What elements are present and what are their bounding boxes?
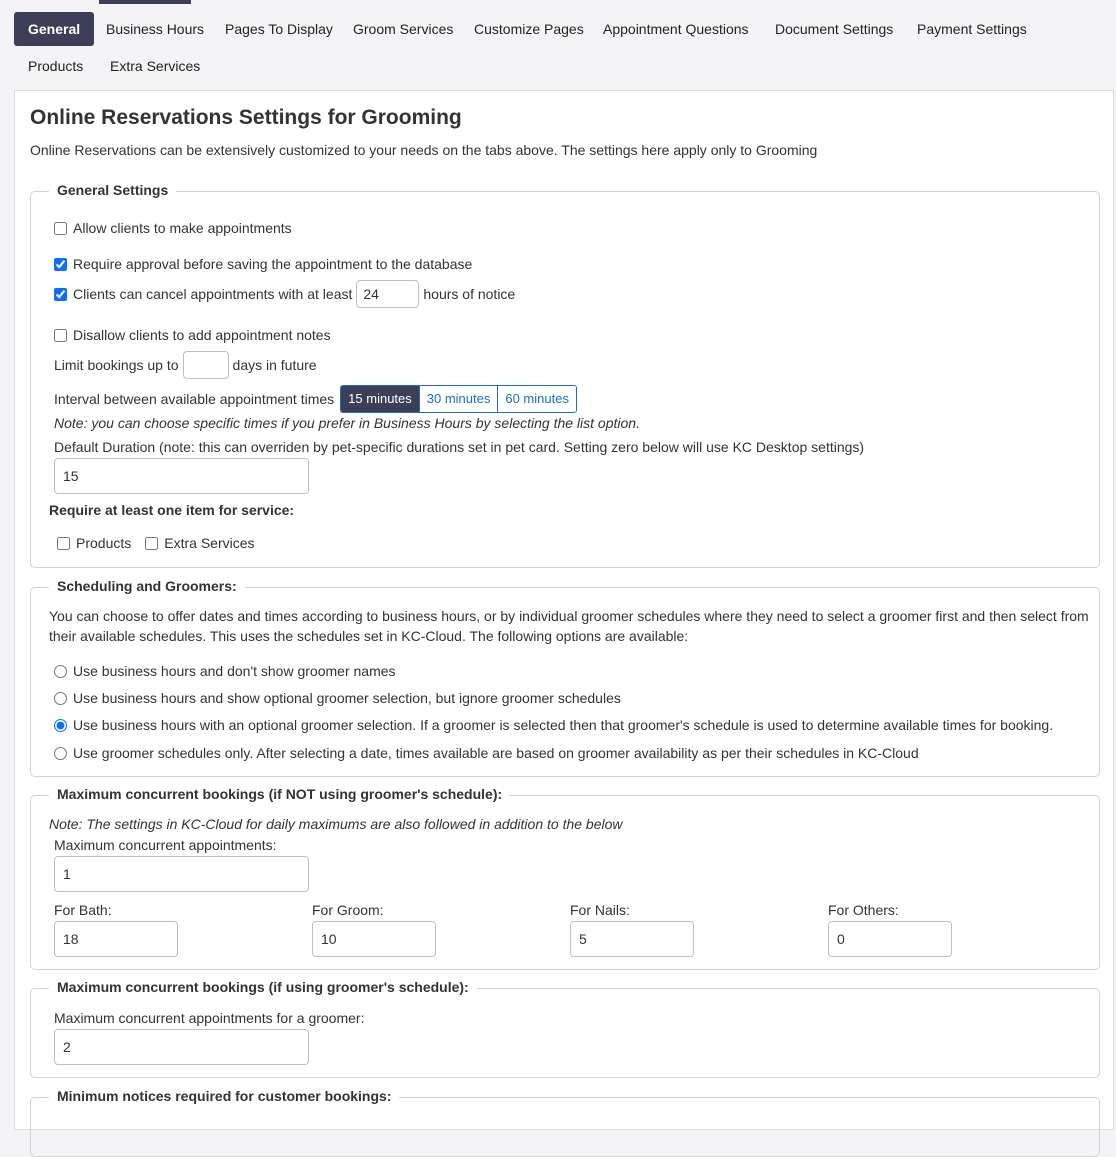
others-input[interactable]: [828, 921, 952, 957]
interval-row: [54, 385, 577, 413]
max-concurrent-not-groomer-section: [30, 786, 1100, 970]
duration-input[interactable]: [54, 458, 309, 494]
active-tab-indicator: [99, 0, 191, 4]
nails-input[interactable]: [570, 921, 694, 957]
require-extras-checkbox[interactable]: [145, 537, 158, 550]
page-title: Online Reservations Settings for Grooming: [30, 106, 462, 129]
require-approval-row: [54, 256, 472, 272]
max-groomer-input[interactable]: [54, 1029, 309, 1065]
scheduling-option-row: [54, 717, 1053, 733]
tab-pages-to-display[interactable]: Pages To Display: [225, 21, 333, 37]
min-notice-legend: Minimum notices required for customer bookings:: [49, 1088, 399, 1104]
tab-appointment-questions[interactable]: Appointment Questions: [603, 21, 749, 37]
tab-extra-services[interactable]: Extra Services: [110, 58, 201, 74]
interval-30-button[interactable]: 30 minutes: [419, 386, 498, 412]
allow-appointments-checkbox[interactable]: [54, 222, 67, 235]
interval-segmented-control: [340, 385, 577, 413]
scheduling-description: You can choose to offer dates and times according to business hours, or by individual groomer schedules where they need to select a groomer first and then select from their available schedules. This uses the schedules set in KC-Cloud. The following options are available:: [49, 608, 1089, 644]
disallow-notes-row: [54, 327, 331, 343]
interval-label: Interval between available appointment times: [54, 391, 335, 407]
groom-label: For Groom:: [312, 902, 384, 918]
disallow-notes-label: Disallow clients to add appointment notes: [73, 327, 331, 343]
scheduling-option-radio[interactable]: [54, 692, 67, 705]
tab-business-hours[interactable]: Business Hours: [106, 21, 205, 37]
page-subtitle: Online Reservations can be extensively customized to your needs on the tabs above. The settings here apply only to Grooming: [30, 142, 818, 158]
others-label: For Others:: [828, 902, 899, 918]
cancel-notice-row: [54, 280, 515, 308]
require-products-checkbox[interactable]: [57, 537, 70, 550]
limit-label-after: days in future: [232, 357, 317, 373]
cancel-label-before: Clients can cancel appointments with at least: [73, 286, 353, 302]
require-approval-checkbox[interactable]: [54, 258, 67, 271]
allow-appointments-label: Allow clients to make appointments: [73, 220, 292, 236]
bath-input[interactable]: [54, 921, 178, 957]
scheduling-option-label: Use business hours and don't show groomer names: [73, 663, 396, 679]
scheduling-option-label: Use business hours and show optional groomer selection, but ignore groomer schedules: [73, 690, 621, 706]
bath-label: For Bath:: [54, 902, 112, 918]
cancel-label-after: hours of notice: [423, 286, 516, 302]
tab-customize-pages[interactable]: Customize Pages: [474, 21, 584, 37]
interval-15-button[interactable]: 15 minutes: [341, 386, 419, 412]
tab-payment-settings[interactable]: Payment Settings: [917, 21, 1027, 37]
scheduling-option-row: [54, 745, 919, 761]
disallow-notes-checkbox[interactable]: [54, 329, 67, 342]
cancel-hours-input[interactable]: [356, 280, 419, 308]
tab-products[interactable]: Products: [28, 58, 84, 74]
allow-appointments-row: [54, 220, 292, 236]
tab-document-settings[interactable]: Document Settings: [775, 21, 894, 37]
scheduling-option-row: [54, 663, 396, 679]
general-settings-legend: General Settings: [49, 182, 176, 198]
max-concurrent-label: Maximum concurrent appointments:: [54, 837, 277, 853]
max-not-groomer-note: Note: The settings in KC-Cloud for daily maximums are also followed in addition to the below: [49, 816, 623, 832]
tab-general[interactable]: General: [14, 12, 94, 46]
limit-days-input[interactable]: [183, 351, 229, 379]
limit-bookings-row: [54, 351, 317, 379]
scheduling-section: [30, 578, 1100, 777]
require-approval-label: Require approval before saving the appointment to the database: [73, 256, 473, 272]
interval-note: Note: you can choose specific times if you prefer in Business Hours by selecting the list option.: [54, 415, 640, 431]
max-concurrent-groomer-section: [30, 979, 1100, 1078]
max-groomer-legend: Maximum concurrent bookings (if using groomer's schedule):: [49, 979, 477, 995]
scheduling-option-radio[interactable]: [54, 719, 67, 732]
scheduling-option-radio[interactable]: [54, 747, 67, 760]
limit-label-before: Limit bookings up to: [54, 357, 179, 373]
require-item-label: Require at least one item for service:: [49, 502, 295, 518]
general-settings-section: [30, 182, 1100, 568]
groom-input[interactable]: [312, 921, 436, 957]
cancel-appointments-checkbox[interactable]: [54, 288, 67, 301]
duration-label: Default Duration (note: this can overriden by pet-specific durations set in pet card. Setting zero below will use KC Desktop settings): [54, 439, 865, 455]
nails-label: For Nails:: [570, 902, 630, 918]
require-products-label: Products: [76, 535, 132, 551]
require-item-row: [57, 535, 255, 551]
tab-groom-services[interactable]: Groom Services: [353, 21, 454, 37]
max-groomer-label: Maximum concurrent appointments for a groomer:: [54, 1010, 365, 1026]
interval-60-button[interactable]: 60 minutes: [497, 386, 576, 412]
max-not-groomer-legend: Maximum concurrent bookings (if NOT using groomer's schedule):: [49, 786, 510, 802]
scheduling-option-label: Use groomer schedules only. After selecting a date, times available are based on groomer availability as per their schedules in KC-Cloud: [73, 745, 919, 761]
scheduling-option-radio[interactable]: [54, 665, 67, 678]
max-concurrent-input[interactable]: [54, 856, 309, 892]
settings-panel: [14, 90, 1114, 1130]
require-extras-label: Extra Services: [164, 535, 255, 551]
minimum-notices-section: [30, 1088, 1100, 1157]
scheduling-legend: Scheduling and Groomers:: [49, 578, 245, 594]
scheduling-option-label: Use business hours with an optional groomer selection. If a groomer is selected then that groomer's schedule is used to determine available times for booking.: [73, 717, 1054, 733]
scheduling-option-row: [54, 690, 621, 706]
